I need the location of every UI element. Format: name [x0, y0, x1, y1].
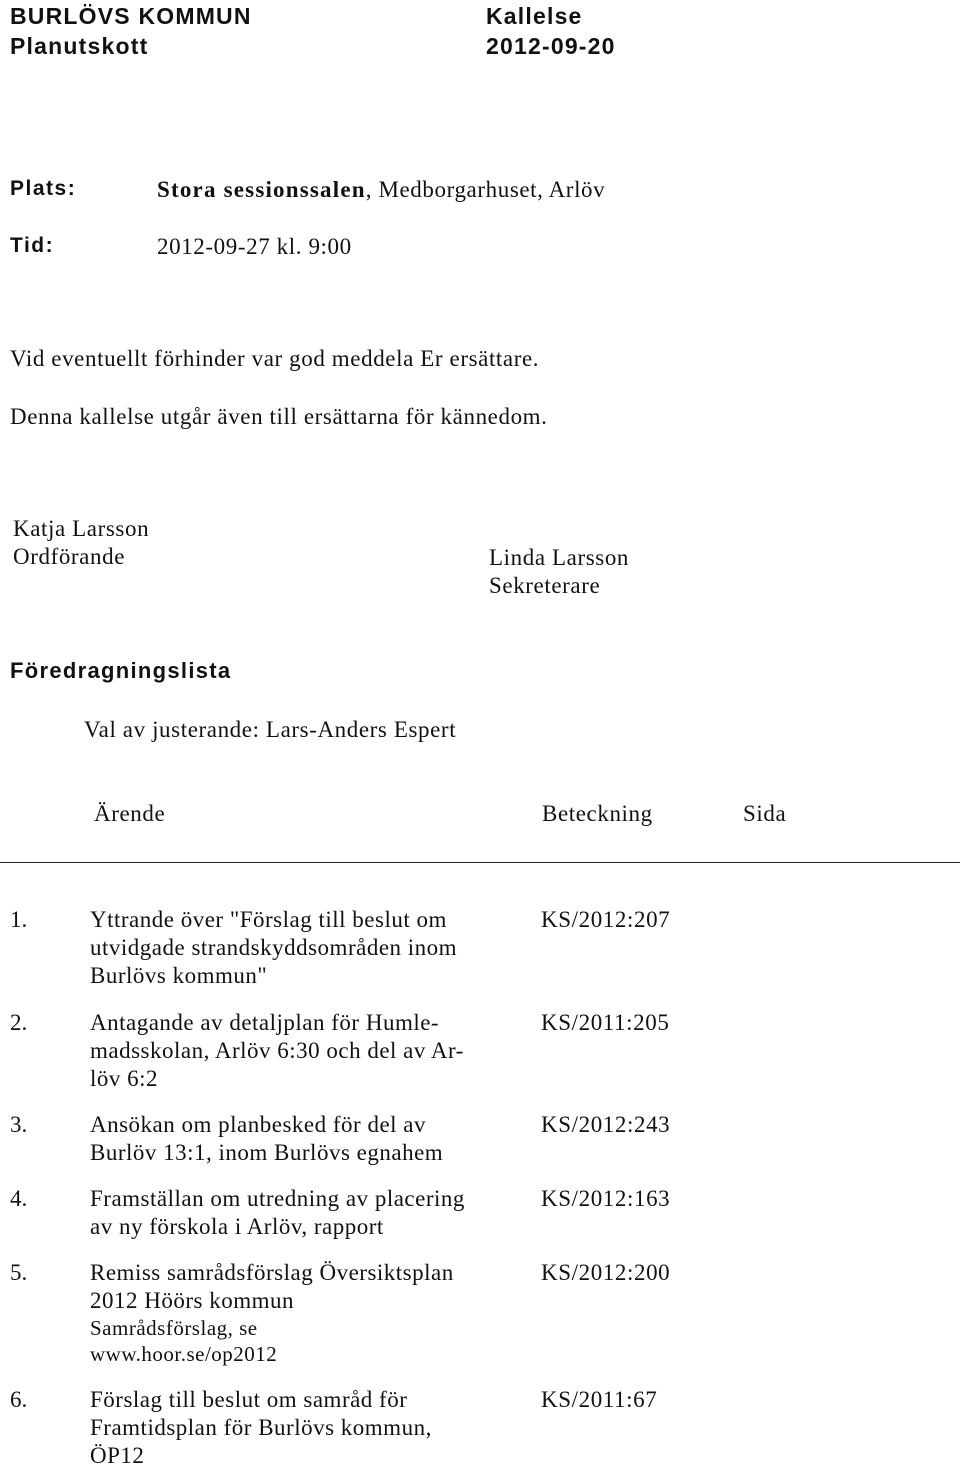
agenda-item-title	[90, 1386, 530, 1470]
secretary-role: Sekreterare	[489, 573, 601, 598]
time-label: Tid:	[10, 234, 55, 257]
agenda-item-title-line: Framställan om utredning av placering	[90, 1186, 465, 1211]
agenda-item-title	[90, 1185, 530, 1241]
agenda-item-title-line: löv 6:2	[90, 1066, 159, 1091]
agenda-item-title	[90, 1259, 530, 1367]
agenda-item-number: 3.	[10, 1112, 28, 1137]
chair-name: Katja Larsson	[13, 516, 150, 541]
agenda-item-title-line: av ny förskola i Arlöv, rapport	[90, 1214, 384, 1239]
agenda-item-title-line: Ansökan om planbesked för del av	[90, 1112, 427, 1137]
time-value: 2012-09-27 kl. 9:00	[157, 234, 352, 259]
agenda-item-reference: KS/2011:67	[541, 1387, 658, 1412]
agenda-item-number: 6.	[10, 1387, 28, 1412]
agenda-item-title-line: Antagande av detaljplan för Humle-	[90, 1010, 440, 1035]
agenda-item-title-line: Burlövs kommun"	[90, 963, 268, 988]
notice-distribution: Denna kallelse utgår även till ersättarna för kännedom.	[10, 404, 548, 429]
chair-role: Ordförande	[13, 544, 126, 569]
agenda-item-note-line: Samrådsförslag, se	[90, 1316, 258, 1340]
agenda-item-number: 1.	[10, 907, 28, 932]
column-header-reference: Beteckning	[542, 801, 653, 826]
agenda-item-number: 2.	[10, 1010, 28, 1035]
agenda-item-note-link: www.hoor.se/op2012	[90, 1342, 278, 1366]
agenda-item-reference: KS/2012:163	[541, 1186, 671, 1211]
agenda-item-title-line: Yttrande över "Förslag till beslut om	[90, 907, 447, 932]
agenda-item-reference: KS/2012:243	[541, 1112, 671, 1137]
agenda-item-title-line: Förslag till beslut om samråd för	[90, 1387, 408, 1412]
header-divider	[0, 862, 960, 863]
organization-name: BURLÖVS KOMMUN	[10, 3, 252, 29]
column-header-matter: Ärende	[94, 801, 166, 826]
agenda-item-number: 5.	[10, 1260, 28, 1285]
agenda-item-reference: KS/2011:205	[541, 1010, 670, 1035]
place-label: Plats:	[10, 177, 77, 200]
agenda-item-reference: KS/2012:207	[541, 907, 671, 932]
document-type: Kallelse	[486, 3, 583, 29]
agenda-item-title-line: ÖP12	[90, 1443, 145, 1468]
agenda-item-title	[90, 1009, 530, 1093]
adjuster-line: Val av justerande: Lars-Anders Espert	[84, 717, 457, 742]
place-venue: Stora sessionssalen	[157, 177, 366, 202]
agenda-item-number: 4.	[10, 1186, 28, 1211]
place-value	[157, 176, 605, 204]
agenda-item-title-line: Burlöv 13:1, inom Burlövs egnahem	[90, 1140, 444, 1165]
agenda-item-title-line: Remiss samrådsförslag Översiktsplan	[90, 1260, 454, 1285]
place-rest: , Medborgarhuset, Arlöv	[365, 177, 606, 202]
agenda-item-title-line: utvidgade strandskyddsområden inom	[90, 935, 458, 960]
agenda-item-title	[90, 1111, 530, 1167]
agenda-item-title-line: madsskolan, Arlöv 6:30 och del av Ar-	[90, 1038, 464, 1063]
document-date: 2012-09-20	[486, 33, 616, 59]
agenda-item-title	[90, 906, 530, 990]
column-header-page: Sida	[743, 801, 787, 826]
agenda-item-title-line: Framtidsplan för Burlövs kommun,	[90, 1415, 432, 1440]
committee-name: Planutskott	[10, 33, 149, 59]
agenda-item-reference: KS/2012:200	[541, 1260, 671, 1285]
secretary-name: Linda Larsson	[489, 545, 630, 570]
agenda-title: Föredragningslista	[10, 658, 232, 683]
notice-substitute: Vid eventuellt förhinder var god meddela Er ersättare.	[10, 346, 540, 371]
agenda-item-title-line: 2012 Höörs kommun	[90, 1288, 294, 1313]
